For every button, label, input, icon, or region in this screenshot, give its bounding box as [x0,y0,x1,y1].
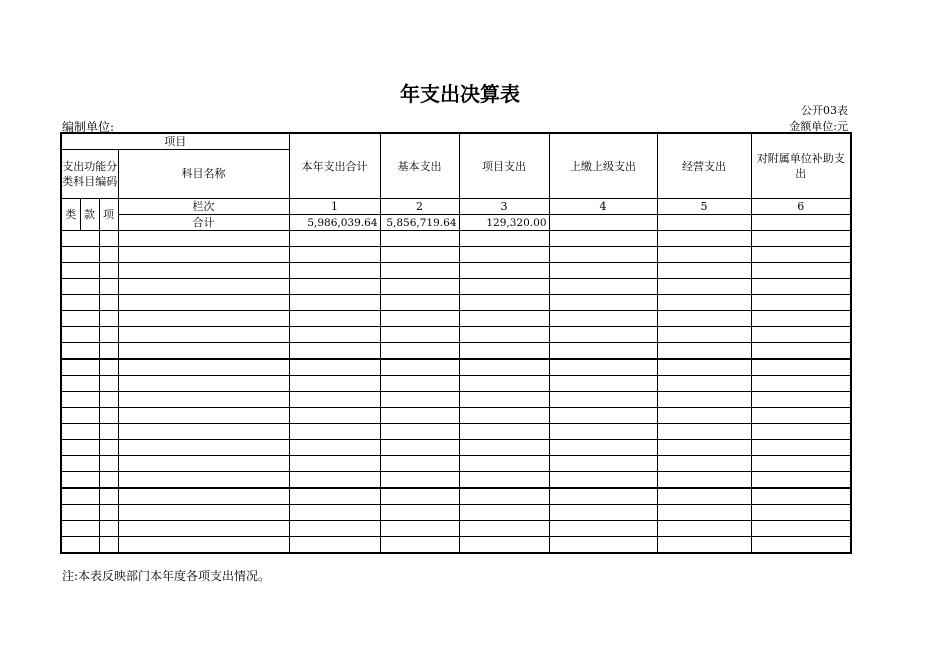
empty-rows [61,231,851,554]
expenditure-table [60,132,852,554]
blank-row [61,456,851,472]
compiling-unit-label: 编制单位: [62,120,115,134]
blank-cell [549,311,657,327]
blank-cell [751,327,851,343]
blank-cell [751,343,851,360]
blank-cell [549,456,657,472]
blank-cell [118,343,289,360]
blank-cell [549,327,657,343]
blank-cell [289,456,380,472]
total-value-1: 5,986,039.64 [289,215,380,231]
blank-cell [118,376,289,392]
blank-cell [459,424,549,440]
blank-cell [459,488,549,505]
blank-row [61,263,851,279]
col-num-3: 3 [459,199,549,215]
blank-row [61,537,851,554]
blank-cell [459,392,549,408]
col-num-2: 2 [380,199,459,215]
blank-cell [751,440,851,456]
blank-cell [99,537,118,554]
blank-cell [61,424,99,440]
blank-cell [118,359,289,376]
blank-row [61,376,851,392]
blank-cell [549,359,657,376]
blank-cell [657,279,751,295]
blank-cell [459,537,549,554]
blank-row [61,311,851,327]
blank-cell [459,505,549,521]
blank-cell [289,488,380,505]
blank-cell [657,505,751,521]
blank-cell [289,472,380,489]
blank-row [61,279,851,295]
blank-cell [61,376,99,392]
blank-row [61,505,851,521]
blank-cell [289,505,380,521]
blank-cell [549,440,657,456]
blank-cell [61,343,99,360]
blank-cell [99,295,118,311]
header-xiang: 项 [99,199,118,231]
blank-cell [459,440,549,456]
blank-cell [289,295,380,311]
blank-cell [751,408,851,424]
blank-cell [657,327,751,343]
blank-cell [99,424,118,440]
col-num-5: 5 [657,199,751,215]
blank-cell [118,263,289,279]
blank-cell [118,247,289,263]
blank-row [61,295,851,311]
blank-cell [459,472,549,489]
total-value-2: 5,856,719.64 [380,215,459,231]
blank-cell [99,263,118,279]
blank-cell [61,505,99,521]
blank-cell [99,359,118,376]
blank-cell [459,376,549,392]
blank-cell [99,343,118,360]
blank-cell [549,488,657,505]
blank-cell [751,488,851,505]
blank-cell [99,392,118,408]
blank-cell [380,343,459,360]
blank-cell [657,472,751,489]
blank-cell [61,472,99,489]
blank-cell [118,392,289,408]
blank-row [61,327,851,343]
blank-cell [118,311,289,327]
blank-cell [549,505,657,521]
blank-cell [549,231,657,247]
blank-row [61,343,851,360]
header-col-subsidy: 对附属单位补助支出 [751,133,851,199]
blank-cell [61,359,99,376]
blank-cell [657,263,751,279]
blank-cell [118,521,289,537]
blank-cell [380,279,459,295]
blank-cell [459,295,549,311]
blank-cell [289,263,380,279]
total-label: 合计 [118,215,289,231]
blank-row [61,408,851,424]
total-value-6 [751,215,851,231]
blank-cell [549,521,657,537]
blank-cell [99,376,118,392]
blank-cell [380,263,459,279]
blank-cell [118,456,289,472]
blank-cell [751,279,851,295]
blank-cell [118,231,289,247]
blank-cell [549,537,657,554]
blank-cell [657,311,751,327]
blank-cell [657,231,751,247]
blank-cell [549,392,657,408]
blank-cell [380,456,459,472]
blank-cell [118,424,289,440]
blank-cell [99,311,118,327]
blank-cell [657,488,751,505]
blank-cell [380,440,459,456]
blank-cell [99,279,118,295]
blank-cell [549,247,657,263]
blank-cell [751,359,851,376]
blank-row [61,424,851,440]
header-kuan: 款 [80,199,99,231]
blank-cell [751,376,851,392]
blank-cell [380,505,459,521]
blank-cell [657,408,751,424]
form-number: 公开03表 [801,104,848,117]
blank-cell [751,505,851,521]
blank-cell [99,440,118,456]
blank-cell [380,424,459,440]
blank-cell [380,488,459,505]
blank-cell [380,231,459,247]
blank-cell [549,263,657,279]
blank-cell [380,408,459,424]
header-col-business: 经营支出 [657,133,751,199]
blank-cell [751,263,851,279]
blank-cell [751,472,851,489]
blank-cell [380,537,459,554]
blank-cell [289,440,380,456]
blank-cell [657,424,751,440]
blank-cell [118,472,289,489]
blank-cell [61,521,99,537]
blank-cell [99,456,118,472]
blank-cell [459,247,549,263]
blank-cell [61,327,99,343]
blank-cell [657,537,751,554]
blank-cell [751,537,851,554]
blank-cell [459,311,549,327]
blank-cell [61,456,99,472]
blank-cell [289,231,380,247]
blank-cell [380,247,459,263]
blank-cell [99,408,118,424]
col-num-6: 6 [751,199,851,215]
blank-cell [99,231,118,247]
blank-cell [549,279,657,295]
blank-cell [289,311,380,327]
blank-cell [99,327,118,343]
blank-cell [657,295,751,311]
blank-cell [289,392,380,408]
blank-cell [459,343,549,360]
blank-cell [99,488,118,505]
header-name: 科目名称 [118,150,289,199]
blank-cell [118,279,289,295]
blank-cell [289,343,380,360]
blank-cell [61,440,99,456]
blank-cell [380,521,459,537]
blank-cell [657,247,751,263]
blank-cell [61,488,99,505]
blank-cell [289,279,380,295]
blank-cell [289,408,380,424]
blank-cell [459,279,549,295]
blank-cell [459,263,549,279]
total-value-5 [657,215,751,231]
blank-cell [118,327,289,343]
blank-cell [380,359,459,376]
blank-cell [289,376,380,392]
blank-cell [549,408,657,424]
blank-cell [751,247,851,263]
blank-cell [549,343,657,360]
col-num-4: 4 [549,199,657,215]
blank-cell [380,472,459,489]
header-item: 项目 [61,133,289,150]
blank-cell [549,424,657,440]
blank-cell [380,376,459,392]
blank-cell [118,488,289,505]
blank-row [61,488,851,505]
header-col-total: 本年支出合计 [289,133,380,199]
table-note: 注:本表反映部门本年度各项支出情况。 [62,569,271,583]
blank-cell [459,456,549,472]
blank-cell [380,311,459,327]
blank-cell [289,327,380,343]
blank-row [61,359,851,376]
total-value-4 [549,215,657,231]
blank-cell [61,537,99,554]
header-code: 支出功能分类科目编码 [61,150,118,199]
blank-cell [459,231,549,247]
blank-cell [289,537,380,554]
page-title: 年支出决算表 [400,82,520,106]
blank-cell [380,392,459,408]
blank-cell [118,440,289,456]
blank-cell [657,456,751,472]
blank-cell [751,392,851,408]
blank-cell [657,521,751,537]
blank-cell [549,295,657,311]
blank-cell [380,295,459,311]
blank-row [61,521,851,537]
blank-row [61,231,851,247]
blank-row [61,440,851,456]
blank-cell [118,295,289,311]
blank-cell [118,537,289,554]
header-col-remit: 上缴上级支出 [549,133,657,199]
blank-cell [549,376,657,392]
blank-cell [380,327,459,343]
blank-cell [459,408,549,424]
blank-cell [751,295,851,311]
blank-cell [657,359,751,376]
blank-cell [99,247,118,263]
blank-cell [289,359,380,376]
blank-cell [118,505,289,521]
blank-cell [99,521,118,537]
header-col-project: 项目支出 [459,133,549,199]
blank-row [61,247,851,263]
total-value-3: 129,320.00 [459,215,549,231]
blank-cell [61,247,99,263]
blank-cell [657,376,751,392]
blank-cell [657,392,751,408]
blank-cell [61,408,99,424]
currency-unit-label: 金额单位:元 [789,120,848,133]
blank-cell [751,424,851,440]
blank-cell [459,359,549,376]
blank-cell [289,521,380,537]
blank-row [61,472,851,489]
blank-cell [61,279,99,295]
blank-cell [549,472,657,489]
blank-cell [657,440,751,456]
blank-cell [657,343,751,360]
blank-cell [289,247,380,263]
header-lei: 类 [61,199,80,231]
blank-cell [99,505,118,521]
blank-cell [459,521,549,537]
blank-cell [751,456,851,472]
blank-cell [751,311,851,327]
blank-cell [751,521,851,537]
blank-cell [61,311,99,327]
header-col-basic: 基本支出 [380,133,459,199]
col-num-1: 1 [289,199,380,215]
blank-cell [751,231,851,247]
blank-cell [61,263,99,279]
blank-cell [118,408,289,424]
blank-row [61,392,851,408]
blank-cell [289,424,380,440]
blank-cell [61,231,99,247]
header-lanci: 栏次 [118,199,289,215]
blank-cell [459,327,549,343]
blank-cell [61,392,99,408]
blank-cell [99,472,118,489]
blank-cell [61,295,99,311]
